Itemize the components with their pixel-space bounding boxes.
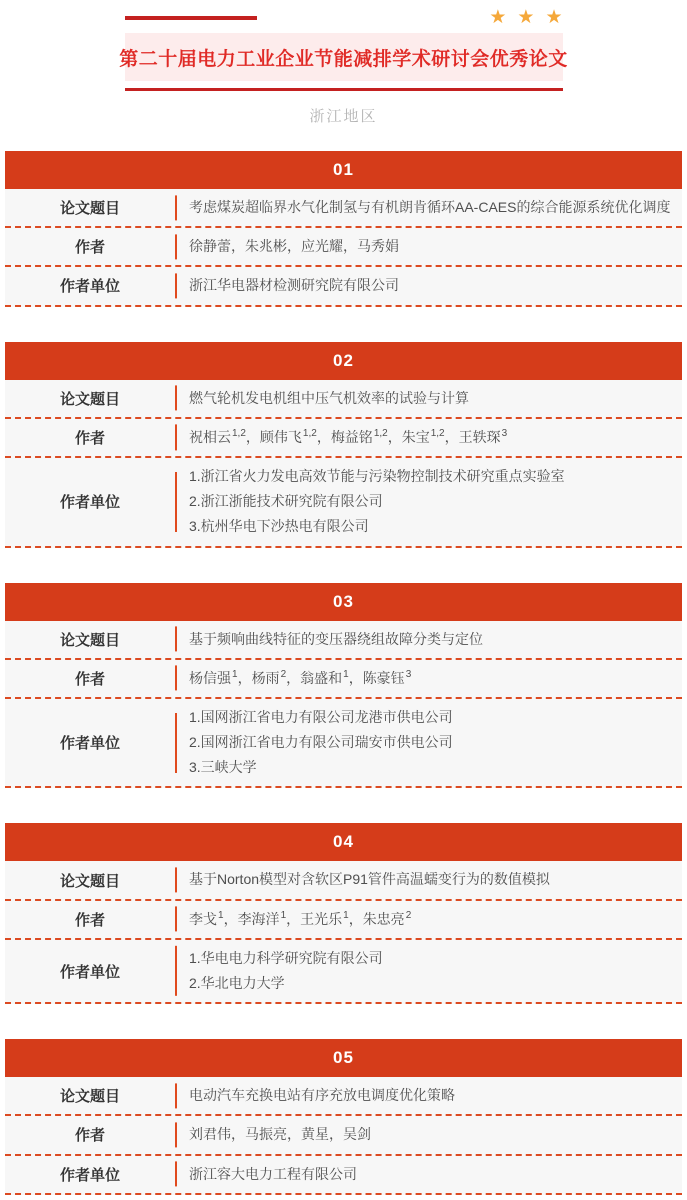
- banner-underline: [125, 88, 563, 91]
- paper-row: [5, 267, 682, 306]
- paper-row: [5, 901, 682, 940]
- author-superscript: 1: [218, 909, 224, 921]
- row-content: 杨信强$^1$，杨雨$^2$，翁盛和$^1$，陈豪钰$^3$: [175, 660, 682, 697]
- row-label: 论文题目: [59, 200, 120, 218]
- card-rows: [5, 380, 682, 548]
- paper-number: 02: [333, 350, 354, 370]
- author-superscript: 1: [280, 909, 287, 921]
- author-superscript: 2: [405, 909, 412, 921]
- paper-row: [5, 621, 682, 660]
- affiliation-line: 2.华北电力大学: [189, 975, 285, 991]
- card-number-bar: [5, 1039, 682, 1077]
- paper-row: [5, 380, 682, 419]
- row-content: [175, 699, 682, 787]
- row-label: 作者单位: [59, 735, 120, 753]
- paper-row: [5, 419, 682, 458]
- card-rows: [5, 861, 682, 1004]
- stars: [489, 8, 562, 28]
- paper-card: [5, 342, 682, 548]
- header-top-row: [125, 8, 563, 28]
- row-content: 徐静蕾，朱兆彬，应光耀，马秀娟: [175, 228, 682, 265]
- paper-row: [5, 228, 682, 267]
- author-superscript: 1: [343, 669, 349, 681]
- card-number-bar: [5, 151, 682, 189]
- paper-card: [5, 151, 682, 307]
- paper-list: [0, 151, 687, 1195]
- affiliation-line: 1.华电电力科学研究院有限公司: [189, 949, 383, 966]
- card-rows: [5, 1077, 682, 1195]
- card-number-bar: [5, 583, 682, 621]
- row-content: [175, 940, 682, 1002]
- row-content: 李戈$^1$，李海洋$^1$，王光乐$^1$，朱忠亮$^2$: [175, 901, 682, 938]
- row-content: 燃气轮机发电机组中压气机效率的试验与计算: [175, 380, 682, 417]
- page-header: [119, 7, 568, 126]
- row-content: 考虑煤炭超临界水气化制氢与有机朗肯循环AA-CAES的综合能源系统优化调度: [175, 189, 682, 226]
- affiliation-line: 2.浙江浙能技术研究院有限公司: [189, 493, 383, 510]
- paper-number: 01: [333, 160, 354, 179]
- row-label: 论文题目: [59, 1088, 120, 1106]
- row-label: 论文题目: [59, 631, 120, 649]
- row-content: 电动汽车充换电站有序充放电调度优化策略: [175, 1077, 682, 1114]
- paper-card: [5, 823, 682, 1004]
- row-content: [175, 1156, 682, 1193]
- paper-row: [5, 1077, 682, 1116]
- row-label: 作者: [74, 239, 105, 257]
- author-superscript: 1,2: [232, 428, 246, 440]
- row-label: 作者: [74, 1127, 105, 1145]
- affiliation-line: 浙江华电器材检测研究院有限公司: [189, 277, 399, 294]
- card-number-bar: [5, 823, 682, 861]
- author-superscript: 3: [501, 428, 508, 440]
- paper-row: [5, 861, 682, 900]
- author-superscript: 3: [405, 669, 412, 681]
- paper-row: [5, 660, 682, 699]
- author-superscript: 1: [232, 669, 238, 681]
- card-number-bar: [5, 342, 682, 380]
- paper-number: 05: [333, 1048, 354, 1068]
- star-icon: ★: [489, 7, 507, 28]
- author-superscript: 1: [343, 909, 349, 921]
- author-superscript: 1,2: [373, 428, 388, 440]
- affiliation-line: 浙江容大电力工程有限公司: [189, 1165, 357, 1182]
- row-content: [175, 458, 682, 546]
- affiliation-line: 1.浙江省火力发电高效节能与污染物控制技术研究重点实验室: [189, 467, 565, 484]
- affiliation-line: 2.国网浙江省电力有限公司瑞安市供电公司: [189, 734, 453, 751]
- card-rows: [5, 189, 682, 307]
- row-content: 刘君伟，马振亮，黄星，吴剑: [175, 1116, 682, 1153]
- row-content: 基于频响曲线特征的变压器绕组故障分类与定位: [175, 621, 682, 658]
- paper-number: 03: [333, 591, 354, 611]
- page-title: 第二十届电力工业企业节能减排学术研讨会优秀论文: [119, 48, 568, 70]
- author-superscript: 1,2: [430, 428, 445, 440]
- author-superscript: 2: [280, 669, 287, 681]
- region-subtitle: 浙江地区: [309, 108, 378, 125]
- author-superscript: 1,2: [302, 428, 317, 440]
- row-content: 祝相云$^{1,2}$，顾伟飞$^{1,2}$，梅益铭$^{1,2}$，朱宝$^{1,2}$，王轶琛$^3$: [175, 419, 682, 456]
- paper-row: [5, 1116, 682, 1155]
- row-label: 作者单位: [59, 494, 120, 512]
- paper-card: [5, 1039, 682, 1195]
- paper-row: [5, 940, 682, 1004]
- paper-row: [5, 699, 682, 789]
- affiliation-line: 3.三峡大学: [189, 759, 257, 776]
- affiliation-line: 1.国网浙江省电力有限公司龙港市供电公司: [189, 708, 453, 725]
- paper-row: [5, 458, 682, 548]
- paper-row: [5, 189, 682, 228]
- row-label: 论文题目: [59, 872, 120, 890]
- row-label: 作者单位: [59, 278, 120, 296]
- card-rows: [5, 621, 682, 789]
- row-label: 作者单位: [59, 1166, 120, 1184]
- row-label: 作者: [74, 670, 105, 688]
- row-label: 作者: [74, 429, 105, 447]
- row-label: 作者: [74, 911, 105, 929]
- paper-row: [5, 1156, 682, 1195]
- row-content: [175, 267, 682, 304]
- row-label: 论文题目: [59, 390, 120, 408]
- paper-number: 04: [333, 832, 354, 852]
- star-icon: ★: [517, 7, 535, 28]
- row-label: 作者单位: [59, 963, 120, 981]
- affiliation-line: 3.杭州华电下沙热电有限公司: [189, 518, 369, 535]
- decorative-red-line: [125, 16, 257, 20]
- paper-card: [5, 583, 682, 789]
- title-banner: [119, 33, 568, 81]
- star-icon: ★: [545, 7, 563, 28]
- row-content: 基于Norton模型对含软区P91管件高温蠕变行为的数值模拟: [175, 861, 682, 898]
